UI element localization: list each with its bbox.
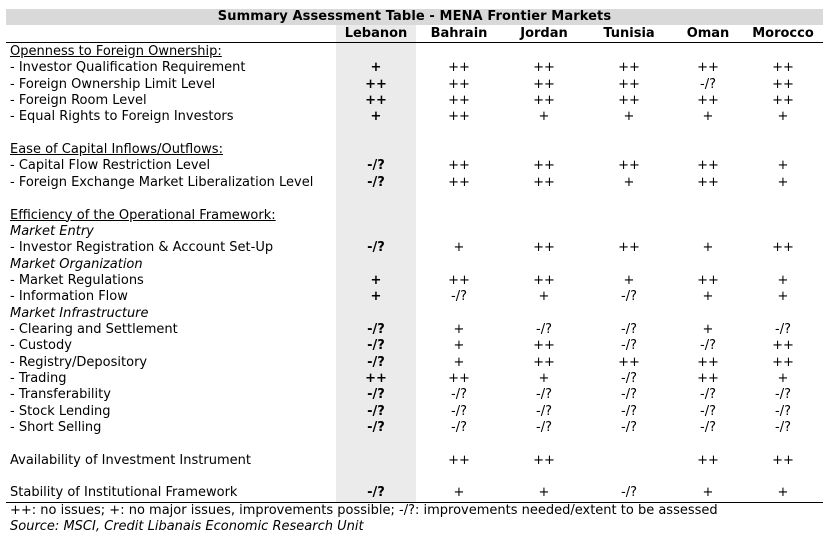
cell-morocco: -/?	[775, 420, 791, 436]
cell-lebanon: -/?	[367, 338, 385, 354]
cell-jordan: ++	[533, 452, 555, 468]
row-label: - Information Flow	[10, 289, 128, 305]
cell-tunisia: ++	[618, 354, 640, 370]
cell-lebanon: +	[370, 109, 382, 125]
cell-oman: ++	[697, 272, 719, 288]
table-title: Summary Assessment Table - MENA Frontier Markets	[6, 9, 823, 25]
row-label: Stability of Institutional Framework	[10, 485, 238, 501]
column-header-oman: Oman	[686, 26, 730, 41]
table-row	[0, 453, 829, 469]
cell-bahrain: +	[453, 321, 465, 337]
row-label: - Custody	[10, 338, 72, 354]
row-label: Efficiency of the Operational Framework:	[10, 207, 276, 223]
cell-lebanon: -/?	[367, 158, 385, 174]
spacer-row	[0, 191, 829, 207]
cell-tunisia: +	[623, 272, 635, 288]
row-label: - Short Selling	[10, 420, 102, 436]
cell-lebanon: -/?	[367, 174, 385, 190]
cell-bahrain: ++	[448, 272, 470, 288]
table-row	[0, 240, 829, 256]
cell-jordan: -/?	[536, 321, 552, 337]
cell-jordan: ++	[533, 174, 555, 190]
table-row	[0, 387, 829, 403]
table-row	[0, 485, 829, 501]
cell-bahrain: +	[453, 240, 465, 256]
cell-bahrain: ++	[448, 174, 470, 190]
cell-lebanon: +	[370, 60, 382, 76]
cell-oman: -/?	[700, 76, 716, 92]
row-label: Openness to Foreign Ownership:	[10, 44, 222, 59]
cell-jordan: +	[538, 289, 550, 305]
row-label: - Transferability	[10, 387, 111, 403]
cell-oman: +	[702, 240, 714, 256]
cell-jordan: ++	[533, 93, 555, 109]
cell-jordan: ++	[533, 338, 555, 354]
cell-jordan: ++	[533, 272, 555, 288]
cell-oman: ++	[697, 371, 719, 386]
cell-oman: ++	[697, 174, 719, 190]
table-row	[0, 404, 829, 420]
cell-bahrain: ++	[448, 76, 470, 92]
cell-oman: -/?	[700, 387, 716, 403]
cell-oman: ++	[697, 452, 719, 468]
cell-oman: ++	[697, 93, 719, 109]
cell-jordan: -/?	[536, 387, 552, 403]
cell-jordan: ++	[533, 240, 555, 256]
cell-oman: -/?	[700, 338, 716, 354]
cell-morocco: -/?	[775, 321, 791, 337]
legend-note: ++: no issues; +: no major issues, improvements possible; -/?: improvements needed/extent to be assessed	[10, 503, 718, 518]
cell-tunisia: -/?	[621, 420, 637, 436]
cell-lebanon: -/?	[367, 485, 385, 501]
cell-tunisia: ++	[618, 60, 640, 76]
row-label: Market Infrastructure	[10, 305, 149, 321]
row-label: - Equal Rights to Foreign Investors	[10, 109, 234, 125]
cell-oman: ++	[697, 60, 719, 76]
table-row	[0, 158, 829, 174]
table-row	[0, 273, 829, 289]
row-label: Ease of Capital Inflows/Outflows:	[10, 142, 223, 158]
cell-oman: +	[702, 321, 714, 337]
header-rule	[6, 42, 823, 43]
row-label: - Stock Lending	[10, 403, 111, 419]
cell-tunisia: -/?	[621, 387, 637, 403]
column-header-bahrain: Bahrain	[430, 26, 488, 41]
cell-morocco: +	[777, 485, 789, 501]
row-label: - Foreign Ownership Limit Level	[10, 76, 216, 92]
spacer-row	[0, 126, 829, 142]
cell-bahrain: -/?	[451, 420, 467, 436]
cell-jordan: ++	[533, 60, 555, 76]
section-header-row	[0, 208, 829, 224]
table-row	[0, 289, 829, 305]
cell-jordan: +	[538, 485, 550, 501]
cell-tunisia: -/?	[621, 338, 637, 354]
table-row	[0, 355, 829, 371]
cell-lebanon: -/?	[367, 403, 385, 419]
subsection-row	[0, 257, 829, 273]
cell-bahrain: -/?	[451, 387, 467, 403]
table-row	[0, 371, 829, 387]
row-label: - Foreign Exchange Market Liberalization Level	[10, 174, 314, 190]
subsection-row	[0, 224, 829, 240]
cell-lebanon: ++	[365, 93, 387, 109]
cell-morocco: ++	[772, 60, 794, 76]
cell-lebanon: -/?	[367, 354, 385, 370]
cell-tunisia: +	[623, 109, 635, 125]
section-header-row	[0, 44, 829, 60]
cell-oman: +	[702, 289, 714, 305]
cell-tunisia: +	[623, 174, 635, 190]
row-label: - Clearing and Settlement	[10, 321, 178, 337]
cell-bahrain: -/?	[451, 289, 467, 305]
cell-tunisia: -/?	[621, 403, 637, 419]
cell-tunisia: ++	[618, 158, 640, 174]
row-label: - Market Regulations	[10, 272, 144, 288]
cell-lebanon: -/?	[367, 420, 385, 436]
cell-lebanon: -/?	[367, 321, 385, 337]
row-label: - Capital Flow Restriction Level	[10, 158, 211, 174]
row-label: Availability of Investment Instrument	[10, 452, 251, 468]
cell-bahrain: -/?	[451, 403, 467, 419]
cell-lebanon: -/?	[367, 387, 385, 403]
cell-morocco: +	[777, 289, 789, 305]
cell-lebanon: +	[370, 289, 382, 305]
cell-oman: -/?	[700, 420, 716, 436]
cell-morocco: -/?	[775, 403, 791, 419]
cell-tunisia: -/?	[621, 289, 637, 305]
cell-oman: -/?	[700, 403, 716, 419]
table-row	[0, 175, 829, 191]
table-row	[0, 77, 829, 93]
cell-bahrain: ++	[448, 109, 470, 125]
cell-morocco: ++	[772, 452, 794, 468]
table-row	[0, 60, 829, 76]
cell-oman: +	[702, 485, 714, 501]
cell-tunisia: ++	[618, 76, 640, 92]
row-label: Market Entry	[10, 223, 94, 239]
cell-jordan: +	[538, 371, 550, 386]
table-row	[0, 338, 829, 354]
cell-tunisia: -/?	[621, 371, 637, 386]
cell-tunisia: -/?	[621, 321, 637, 337]
cell-bahrain: +	[453, 354, 465, 370]
cell-tunisia: ++	[618, 240, 640, 256]
cell-bahrain: ++	[448, 158, 470, 174]
cell-lebanon: +	[370, 272, 382, 288]
cell-bahrain: +	[453, 338, 465, 354]
cell-bahrain: ++	[448, 60, 470, 76]
row-label: Market Organization	[10, 256, 143, 272]
cell-morocco: +	[777, 272, 789, 288]
source-note: Source: MSCI, Credit Libanais Economic Research Unit	[10, 519, 364, 534]
cell-jordan: -/?	[536, 403, 552, 419]
cell-jordan: ++	[533, 158, 555, 174]
cell-jordan: +	[538, 109, 550, 125]
section-header-row	[0, 142, 829, 158]
cell-morocco: +	[777, 174, 789, 190]
cell-morocco: +	[777, 109, 789, 125]
cell-oman: ++	[697, 354, 719, 370]
row-label: - Investor Registration & Account Set-Up	[10, 240, 274, 256]
cell-jordan: -/?	[536, 420, 552, 436]
cell-bahrain: ++	[448, 371, 470, 386]
column-header-morocco: Morocco	[752, 26, 814, 41]
cell-morocco: ++	[772, 338, 794, 354]
table-row	[0, 109, 829, 125]
cell-morocco: ++	[772, 240, 794, 256]
cell-lebanon: ++	[365, 371, 387, 386]
spacer-row	[0, 469, 829, 485]
cell-morocco: ++	[772, 354, 794, 370]
cell-morocco: +	[777, 158, 789, 174]
row-label: - Investor Qualification Requirement	[10, 60, 246, 76]
row-label: - Trading	[10, 371, 67, 386]
cell-jordan: ++	[533, 76, 555, 92]
cell-morocco: +	[777, 371, 789, 386]
table-row	[0, 420, 829, 436]
column-header-lebanon: Lebanon	[344, 26, 408, 41]
spacer-row	[0, 436, 829, 452]
cell-bahrain: +	[453, 485, 465, 501]
cell-morocco: -/?	[775, 387, 791, 403]
cell-lebanon: ++	[365, 76, 387, 92]
cell-oman: +	[702, 109, 714, 125]
cell-lebanon: -/?	[367, 240, 385, 256]
column-header-tunisia: Tunisia	[603, 26, 655, 41]
cell-bahrain: ++	[448, 452, 470, 468]
cell-oman: ++	[697, 158, 719, 174]
cell-tunisia: -/?	[621, 485, 637, 501]
cell-morocco: ++	[772, 93, 794, 109]
cell-bahrain: ++	[448, 93, 470, 109]
row-label: - Registry/Depository	[10, 354, 148, 370]
column-header-jordan: Jordan	[520, 26, 568, 41]
table-row	[0, 93, 829, 109]
cell-jordan: ++	[533, 354, 555, 370]
subsection-row	[0, 306, 829, 322]
row-label: - Foreign Room Level	[10, 93, 147, 109]
table-row	[0, 322, 829, 338]
cell-morocco: ++	[772, 76, 794, 92]
cell-tunisia: ++	[618, 93, 640, 109]
